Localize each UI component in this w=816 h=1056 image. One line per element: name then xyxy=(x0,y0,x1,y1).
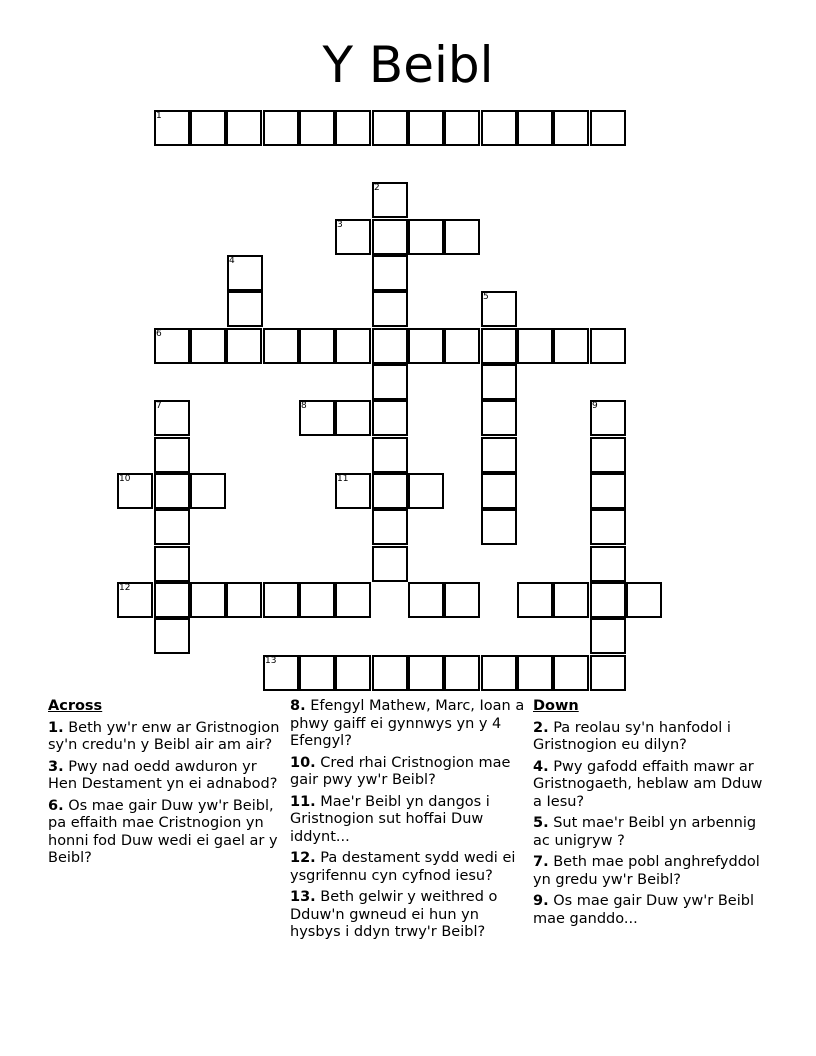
across-clues xyxy=(48,698,288,872)
grid-cell[interactable] xyxy=(590,546,626,582)
grid-cell[interactable] xyxy=(154,473,190,509)
clue-item xyxy=(290,889,530,942)
grid-cell[interactable] xyxy=(444,328,480,364)
grid-cell[interactable] xyxy=(335,582,371,618)
grid-cell[interactable] xyxy=(372,400,408,436)
clue-number: 5. xyxy=(533,815,549,831)
grid-cell[interactable] xyxy=(553,328,589,364)
clue-number-label: 3 xyxy=(337,220,343,230)
clue-text: Pa reolau sy'n hanfodol i Gristnogion eu dilyn? xyxy=(533,719,731,753)
puzzle-title: Y Beibl xyxy=(322,36,494,94)
across-heading: Across xyxy=(48,698,103,714)
clue-item xyxy=(533,815,763,850)
grid-cell[interactable] xyxy=(553,110,589,146)
clue-number: 12. xyxy=(290,850,316,866)
grid-cell[interactable] xyxy=(372,291,408,327)
grid-cell[interactable] xyxy=(190,473,226,509)
clue-number: 7. xyxy=(533,854,549,870)
clue-text: Os mae gair Duw yw'r Beibl, pa effaith mae Cristnogion yn honni fod Duw wedi ei gael ar y Beibl? xyxy=(48,797,278,866)
clue-number-label: 2 xyxy=(374,183,380,193)
grid-cell[interactable] xyxy=(444,582,480,618)
grid-cell[interactable] xyxy=(590,655,626,691)
clue-item xyxy=(533,720,763,755)
grid-cell[interactable] xyxy=(481,400,517,436)
down-heading: Down xyxy=(533,698,579,714)
grid-cell[interactable] xyxy=(590,473,626,509)
clue-number: 10. xyxy=(290,754,316,771)
clue-item xyxy=(290,794,530,847)
grid-cell[interactable] xyxy=(408,219,444,255)
grid-cell[interactable] xyxy=(335,110,371,146)
grid-cell[interactable] xyxy=(227,291,263,327)
grid-cell[interactable] xyxy=(335,655,371,691)
clue-number-label: 12 xyxy=(119,583,131,593)
clue-item xyxy=(290,755,530,790)
grid-cell[interactable] xyxy=(372,255,408,291)
grid-cell[interactable] xyxy=(372,328,408,364)
grid-cell[interactable] xyxy=(299,110,335,146)
clue-number-label: 8 xyxy=(301,401,307,411)
clue-item xyxy=(48,759,288,794)
clue-number-label: 11 xyxy=(337,474,349,484)
grid-cell[interactable] xyxy=(590,437,626,473)
grid-cell[interactable] xyxy=(444,655,480,691)
clue-item xyxy=(290,698,530,751)
grid-cell[interactable] xyxy=(299,582,335,618)
grid-cell[interactable] xyxy=(372,110,408,146)
clue-text: Mae'r Beibl yn dangos i Gristnogion sut hoffai Duw iddynt... xyxy=(290,793,490,845)
clue-number: 13. xyxy=(290,889,316,905)
clue-text: Os mae gair Duw yw'r Beibl mae ganddo... xyxy=(533,893,754,927)
clue-number: 1. xyxy=(48,719,64,736)
grid-cell[interactable] xyxy=(154,437,190,473)
grid-cell[interactable] xyxy=(408,110,444,146)
clue-number: 3. xyxy=(48,758,64,775)
clue-text: Pwy nad oedd awduron yr Hen Destament yn ei adnabod? xyxy=(48,758,278,792)
grid-cell[interactable] xyxy=(226,328,262,364)
grid-cell[interactable] xyxy=(590,509,626,545)
clue-number-label: 10 xyxy=(119,474,131,484)
clue-item xyxy=(533,854,763,889)
grid-cell[interactable] xyxy=(263,582,299,618)
grid-cell[interactable] xyxy=(372,546,408,582)
clue-number: 8. xyxy=(290,698,306,714)
grid-cell[interactable] xyxy=(553,655,589,691)
grid-cell[interactable] xyxy=(226,110,262,146)
grid-cell[interactable] xyxy=(263,110,299,146)
grid-cell[interactable] xyxy=(190,328,226,364)
clue-item xyxy=(48,798,288,868)
grid-cell[interactable] xyxy=(154,618,190,654)
grid-cell[interactable] xyxy=(481,437,517,473)
grid-cell[interactable] xyxy=(517,655,553,691)
clue-text: Pwy gafodd effaith mawr ar Gristnogaeth, heblaw am Dduw a Iesu? xyxy=(533,758,763,810)
clue-item xyxy=(533,759,763,812)
grid-cell[interactable] xyxy=(590,618,626,654)
clue-text: Pa destament sydd wedi ei ysgrifennu cyn cyfnod iesu? xyxy=(290,850,516,884)
grid-cell[interactable] xyxy=(372,655,408,691)
clue-number-label: 6 xyxy=(156,329,162,339)
grid-cell[interactable] xyxy=(444,110,480,146)
clue-number-label: 9 xyxy=(592,401,598,411)
grid-cell[interactable] xyxy=(408,655,444,691)
grid-cell[interactable] xyxy=(590,110,626,146)
clue-item xyxy=(533,893,763,928)
clue-text: Efengyl Mathew, Marc, Ioan a phwy gaiff ei gynnwys yn y 4 Efengyl? xyxy=(290,698,525,749)
grid-cell[interactable] xyxy=(154,509,190,545)
clue-text: Beth gelwir y weithred o Dduw'n gwneud ei hun yn hysbys i ddyn trwy'r Beibl? xyxy=(290,889,498,940)
grid-cell[interactable] xyxy=(335,328,371,364)
grid-cell[interactable] xyxy=(299,328,335,364)
clue-text: Beth yw'r enw ar Gristnogion sy'n credu'n y Beibl air am air? xyxy=(48,719,280,753)
grid-cell[interactable] xyxy=(299,655,335,691)
grid-cell[interactable] xyxy=(444,219,480,255)
grid-cell[interactable] xyxy=(481,110,517,146)
grid-cell[interactable] xyxy=(481,655,517,691)
grid-cell[interactable] xyxy=(372,437,408,473)
clue-number: 4. xyxy=(533,758,549,775)
grid-cell[interactable] xyxy=(154,546,190,582)
grid-cell[interactable] xyxy=(226,582,262,618)
clue-number: 2. xyxy=(533,719,549,736)
clue-text: Sut mae'r Beibl yn arbennig ac unigryw ? xyxy=(533,815,757,849)
grid-cell[interactable] xyxy=(408,328,444,364)
grid-cell[interactable] xyxy=(517,110,553,146)
clue-number: 9. xyxy=(533,893,549,909)
grid-cell[interactable] xyxy=(372,473,408,509)
grid-cell[interactable] xyxy=(481,473,517,509)
grid-cell[interactable] xyxy=(590,582,626,618)
clue-number: 11. xyxy=(290,793,316,810)
grid-cell[interactable] xyxy=(372,364,408,400)
grid-cell[interactable] xyxy=(481,328,517,364)
grid-cell[interactable] xyxy=(372,219,408,255)
grid-cell[interactable] xyxy=(553,582,589,618)
clue-item xyxy=(48,720,288,755)
down-clues xyxy=(533,698,763,932)
clue-text: Cred rhai Cristnogion mae gair pwy yw'r Beibl? xyxy=(290,754,511,788)
across-clues-continued xyxy=(290,698,530,946)
clue-item xyxy=(290,850,530,885)
clue-number-label: 1 xyxy=(156,111,162,121)
clue-number-label: 5 xyxy=(483,292,489,302)
grid-cell[interactable] xyxy=(408,473,444,509)
grid-cell[interactable] xyxy=(626,582,662,618)
grid-cell[interactable] xyxy=(190,110,226,146)
grid-cell[interactable] xyxy=(590,328,626,364)
grid-cell[interactable] xyxy=(154,582,190,618)
grid-cell[interactable] xyxy=(408,582,444,618)
grid-cell[interactable] xyxy=(517,328,553,364)
clue-number-label: 4 xyxy=(229,256,235,266)
grid-cell[interactable] xyxy=(481,364,517,400)
grid-cell[interactable] xyxy=(372,509,408,545)
grid-cell[interactable] xyxy=(263,328,299,364)
clue-number-label: 13 xyxy=(265,656,277,666)
grid-cell[interactable] xyxy=(335,400,371,436)
clue-number: 6. xyxy=(48,797,64,814)
grid-cell[interactable] xyxy=(481,509,517,545)
grid-cell[interactable] xyxy=(517,582,553,618)
clue-number-label: 7 xyxy=(156,401,162,411)
grid-cell[interactable] xyxy=(190,582,226,618)
clue-text: Beth mae pobl anghrefyddol yn gredu yw'r Beibl? xyxy=(533,854,760,888)
